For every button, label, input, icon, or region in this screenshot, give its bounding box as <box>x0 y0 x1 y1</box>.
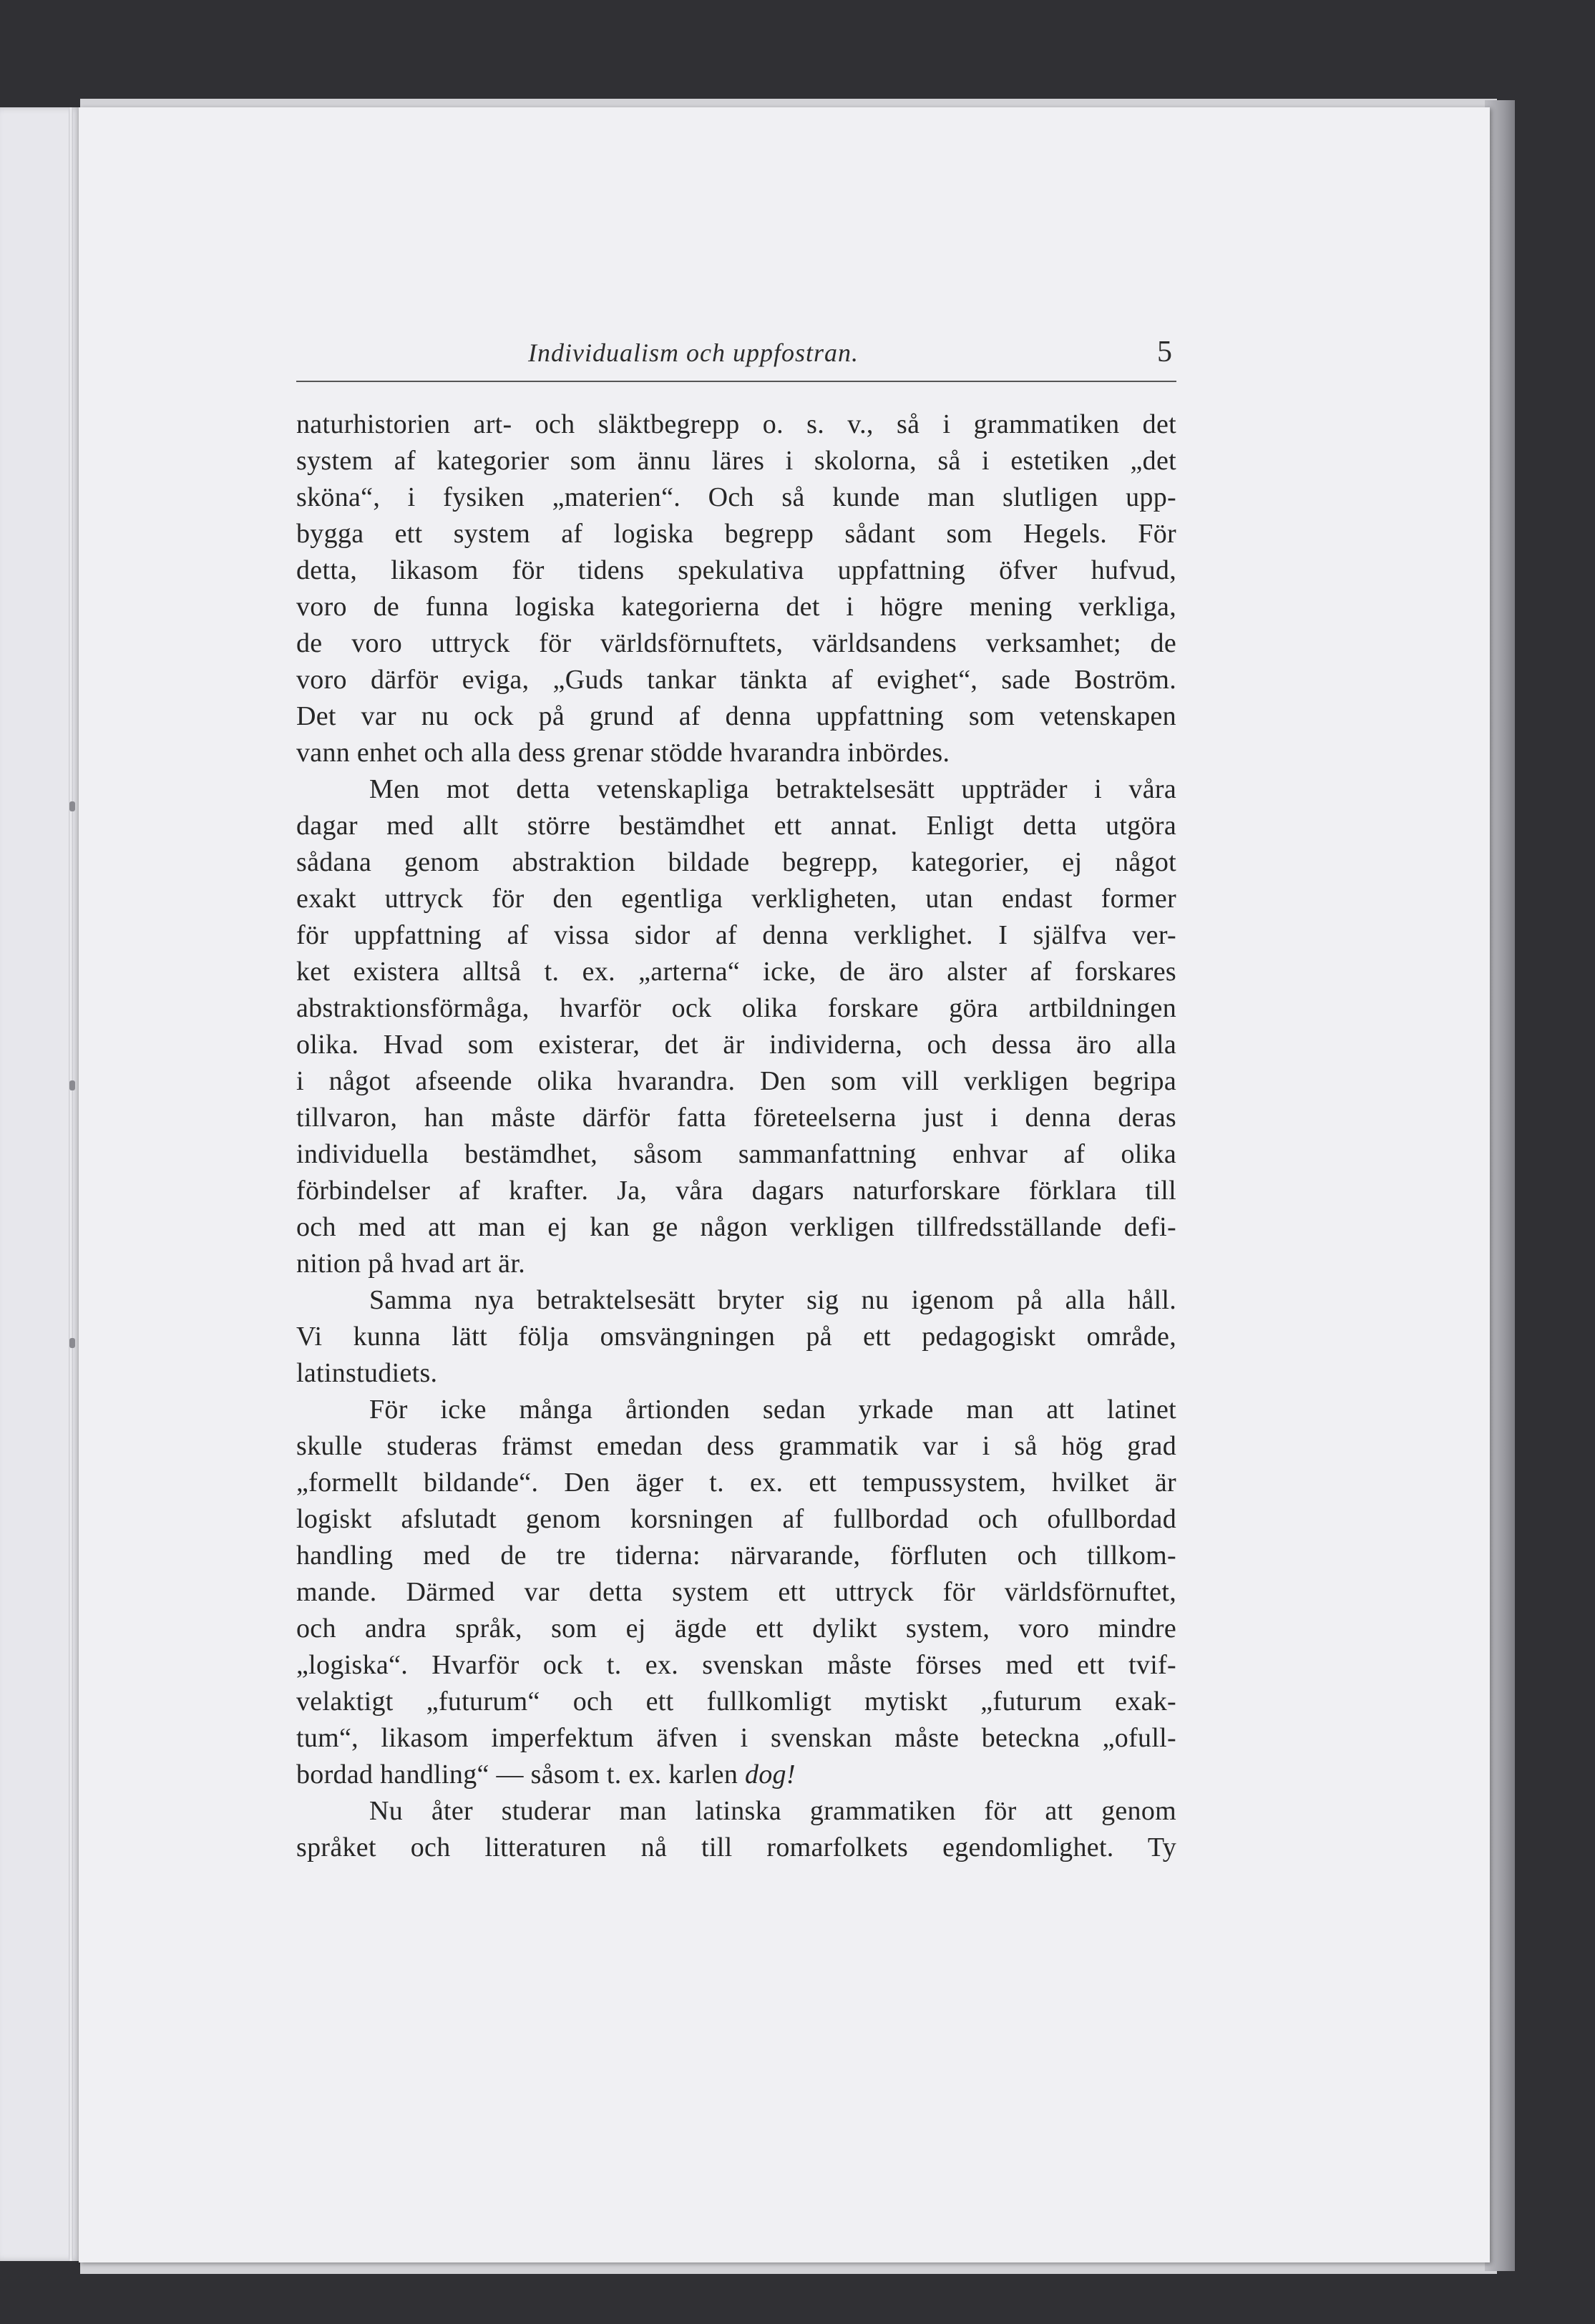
page-number: 5 <box>1157 336 1172 368</box>
book-spine <box>69 107 73 2261</box>
text-line: tum“, likasom imperfektum äfven i svenskan måste beteckna „ofull- <box>296 1723 1176 1753</box>
text-line: logiskt afslutadt genom korsningen af fullbordad och ofullbordad <box>296 1504 1176 1534</box>
text-line: för uppfattning af vissa sidor af denna verklighet. I själfva ver- <box>296 920 1176 950</box>
running-head <box>296 338 1176 382</box>
text-line: förbindelser af krafter. Ja, våra dagars naturforskare förklara till <box>296 1176 1176 1206</box>
text-line: språket och litteraturen nå till romarfolkets egendomlighet. Ty <box>296 1832 1176 1862</box>
text-line: och med att man ej kan ge någon verkligen tillfredsställande defi- <box>296 1212 1176 1242</box>
binding-stitch <box>69 801 75 811</box>
text-line: naturhistorien art- och släktbegrepp o. s. v., så i grammatiken det <box>296 409 1176 439</box>
text-line: latinstudiets. <box>296 1358 438 1388</box>
text-line: sådana genom abstraktion bildade begrepp, kategorier, ej något <box>296 847 1176 877</box>
text-line: tillvaron, han måste därför fatta företeelserna just i denna deras <box>296 1103 1176 1133</box>
text-line: Men mot detta vetenskapliga betraktelsesätt uppträder i våra <box>369 774 1176 804</box>
text-line: Det var nu ock på grund af denna uppfattning som vetenskapen <box>296 701 1176 731</box>
italic-word: dog! <box>744 1759 796 1790</box>
text-line: Vi kunna lätt följa omsvängningen på ett pedagogiskt område, <box>296 1322 1176 1352</box>
text-line: de voro uttryck för världsförnuftets, världsandens verksamhet; de <box>296 628 1176 658</box>
text-line: För icke många årtionden sedan yrkade man att latinet <box>369 1395 1176 1425</box>
text-line-segment: bordad handling“ — såsom t. ex. karlen <box>296 1759 738 1790</box>
text-line: bygga ett system af logiska begrepp sådant som Hegels. För <box>296 519 1176 549</box>
text-line: detta, likasom för tidens spekulativa uppfattning öfver hufvud, <box>296 555 1176 585</box>
binding-stitch <box>69 1080 75 1090</box>
text-line: dagar med allt större bestämdhet ett annat. Enligt detta utgöra <box>296 811 1176 841</box>
text-line: Nu åter studerar man latinska grammatiken för att genom <box>369 1796 1176 1826</box>
text-line: Samma nya betraktelsesätt bryter sig nu igenom på alla håll. <box>369 1285 1176 1315</box>
text-line: skulle studeras främst emedan dess grammatik var i så hög grad <box>296 1431 1176 1461</box>
text-line <box>296 1757 1176 1793</box>
text-line: vann enhet och alla dess grenar stödde hvarandra inbördes. <box>296 738 950 768</box>
text-line: exakt uttryck för den egentliga verkligheten, utan endast former <box>296 884 1176 914</box>
text-line: handling med de tre tiderna: närvarande, förfluten och tillkom- <box>296 1541 1176 1571</box>
text-line: olika. Hvad som existerar, det är individerna, och dessa äro alla <box>296 1030 1176 1060</box>
text-line: individuella bestämdhet, såsom sammanfattning enhvar af olika <box>296 1139 1176 1169</box>
text-line: mande. Därmed var detta system ett uttryck för världsförnuftet, <box>296 1577 1176 1607</box>
text-line: velaktigt „futurum“ och ett fullkomligt mytiskt „futurum exak- <box>296 1686 1176 1717</box>
text-line: voro de funna logiska kategorierna det i högre mening verkliga, <box>296 592 1176 622</box>
running-title: Individualism och uppfostran. <box>528 338 859 367</box>
text-line: voro därför eviga, „Guds tankar tänkta af evighet“, sade Boström. <box>296 665 1176 695</box>
text-line: abstraktionsförmåga, hvarför ock olika forskare göra artbildningen <box>296 993 1176 1023</box>
text-line: i något afseende olika hvarandra. Den som vill verkligen begripa <box>296 1066 1176 1096</box>
text-line: ket existera alltså t. ex. „arterna“ icke, de äro alster af forskares <box>296 957 1176 987</box>
body-text <box>296 406 1176 1866</box>
text-line: „formellt bildande“. Den äger t. ex. ett tempussystem, hvilket är <box>296 1468 1176 1498</box>
binding-stitch <box>69 1338 75 1348</box>
text-line: system af kategorier som ännu läres i skolorna, så i estetiken „det <box>296 446 1176 476</box>
text-line: „logiska“. Hvarför ock t. ex. svenskan måste förses med ett tvif- <box>296 1650 1176 1680</box>
text-line: nition på hvad art är. <box>296 1249 526 1279</box>
text-line: sköna“, i fysiken „materien“. Och så kunde man slutligen upp- <box>296 482 1176 512</box>
text-line: och andra språk, som ej ägde ett dylikt system, voro mindre <box>296 1613 1176 1644</box>
